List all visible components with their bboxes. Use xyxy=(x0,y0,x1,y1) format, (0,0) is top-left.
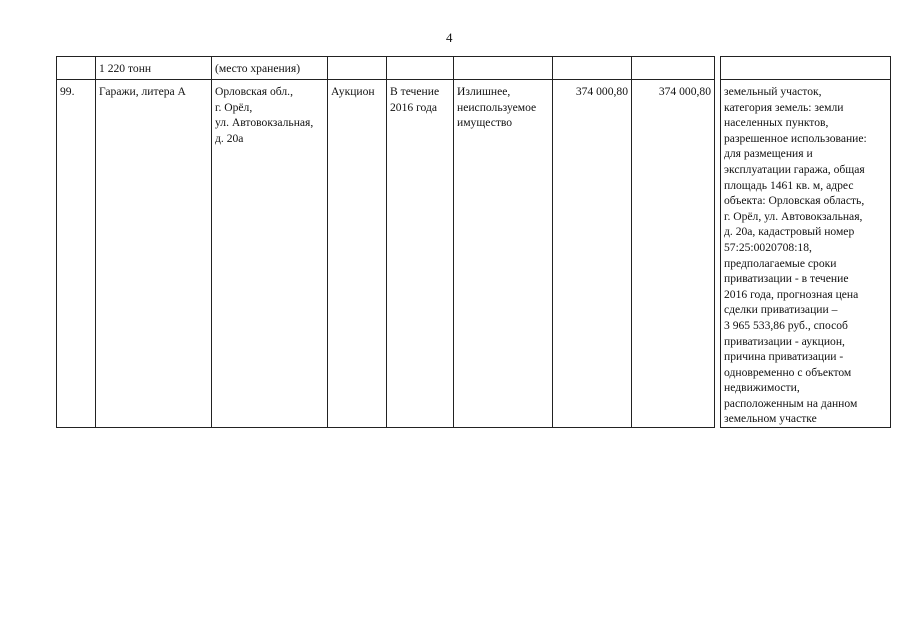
cell-number: 99. xyxy=(57,80,96,428)
description-line: населенных пунктов, xyxy=(724,116,829,130)
description-line: предполагаемые сроки xyxy=(724,256,837,270)
description-line: г. Орёл, ул. Автовокзальная, xyxy=(724,209,863,223)
cell-address: (место хранения) xyxy=(212,57,328,80)
privatization-table xyxy=(56,56,891,428)
cell-name: Гаражи, литера А xyxy=(96,80,212,428)
description-line: приватизации - аукцион, xyxy=(724,334,845,348)
cell-name: 1 220 тонн xyxy=(96,57,212,80)
term-line: 2016 года xyxy=(390,100,438,114)
cell-term xyxy=(387,80,454,428)
cell-method: Аукцион xyxy=(328,80,387,428)
cell-reason xyxy=(454,80,553,428)
description-line: 3 965 533,86 руб., способ xyxy=(724,318,848,332)
cell-price-1 xyxy=(553,57,632,80)
cell-number xyxy=(57,57,96,80)
address-line: г. Орёл, xyxy=(215,100,253,114)
description-line: расположенным на данном xyxy=(724,396,858,410)
address-line: ул. Автовокзальная, xyxy=(215,116,314,130)
description-line: сделки приватизации – xyxy=(724,303,838,317)
description-line: причина приватизации - xyxy=(724,350,844,364)
description-line: 57:25:0020708:18, xyxy=(724,240,812,254)
page-number: 4 xyxy=(446,30,453,45)
reason-line: Излишнее, xyxy=(457,85,511,98)
description-line: земельный участок, xyxy=(724,85,822,98)
description-line: объекта: Орловская область, xyxy=(724,194,865,208)
description-line: недвижимости, xyxy=(724,381,800,395)
description-line: разрешенное использование: xyxy=(724,131,867,145)
description-line: эксплуатации гаража, общая xyxy=(724,162,865,176)
table-row-continuation xyxy=(57,57,891,80)
cell-price-1: 374 000,80 xyxy=(553,80,632,428)
cell-address xyxy=(212,80,328,428)
cell-term xyxy=(387,57,454,80)
cell-price-2 xyxy=(632,57,715,80)
term-line: В течение xyxy=(390,85,440,98)
cell-description xyxy=(721,57,891,80)
description-line: площадь 1461 кв. м, адрес xyxy=(724,178,854,192)
description-line: 2016 года, прогнозная цена xyxy=(724,287,859,301)
description-line: для размещения и xyxy=(724,147,813,161)
address-line: д. 20а xyxy=(215,131,244,145)
description-line: категория земель: земли xyxy=(724,100,844,114)
reason-line: имущество xyxy=(457,116,513,130)
table-row-99 xyxy=(57,80,891,428)
cell-method xyxy=(328,57,387,80)
description-line: одновременно с объектом xyxy=(724,365,852,379)
cell-price-2: 374 000,80 xyxy=(632,80,715,428)
reason-line: неиспользуемое xyxy=(457,100,537,114)
description-line: приватизации - в течение xyxy=(724,272,849,286)
address-line: Орловская обл., xyxy=(215,85,293,98)
description-line: д. 20а, кадастровый номер xyxy=(724,225,855,239)
description-line: земельном участке xyxy=(724,412,817,426)
cell-reason xyxy=(454,57,553,80)
cell-description xyxy=(721,80,891,428)
